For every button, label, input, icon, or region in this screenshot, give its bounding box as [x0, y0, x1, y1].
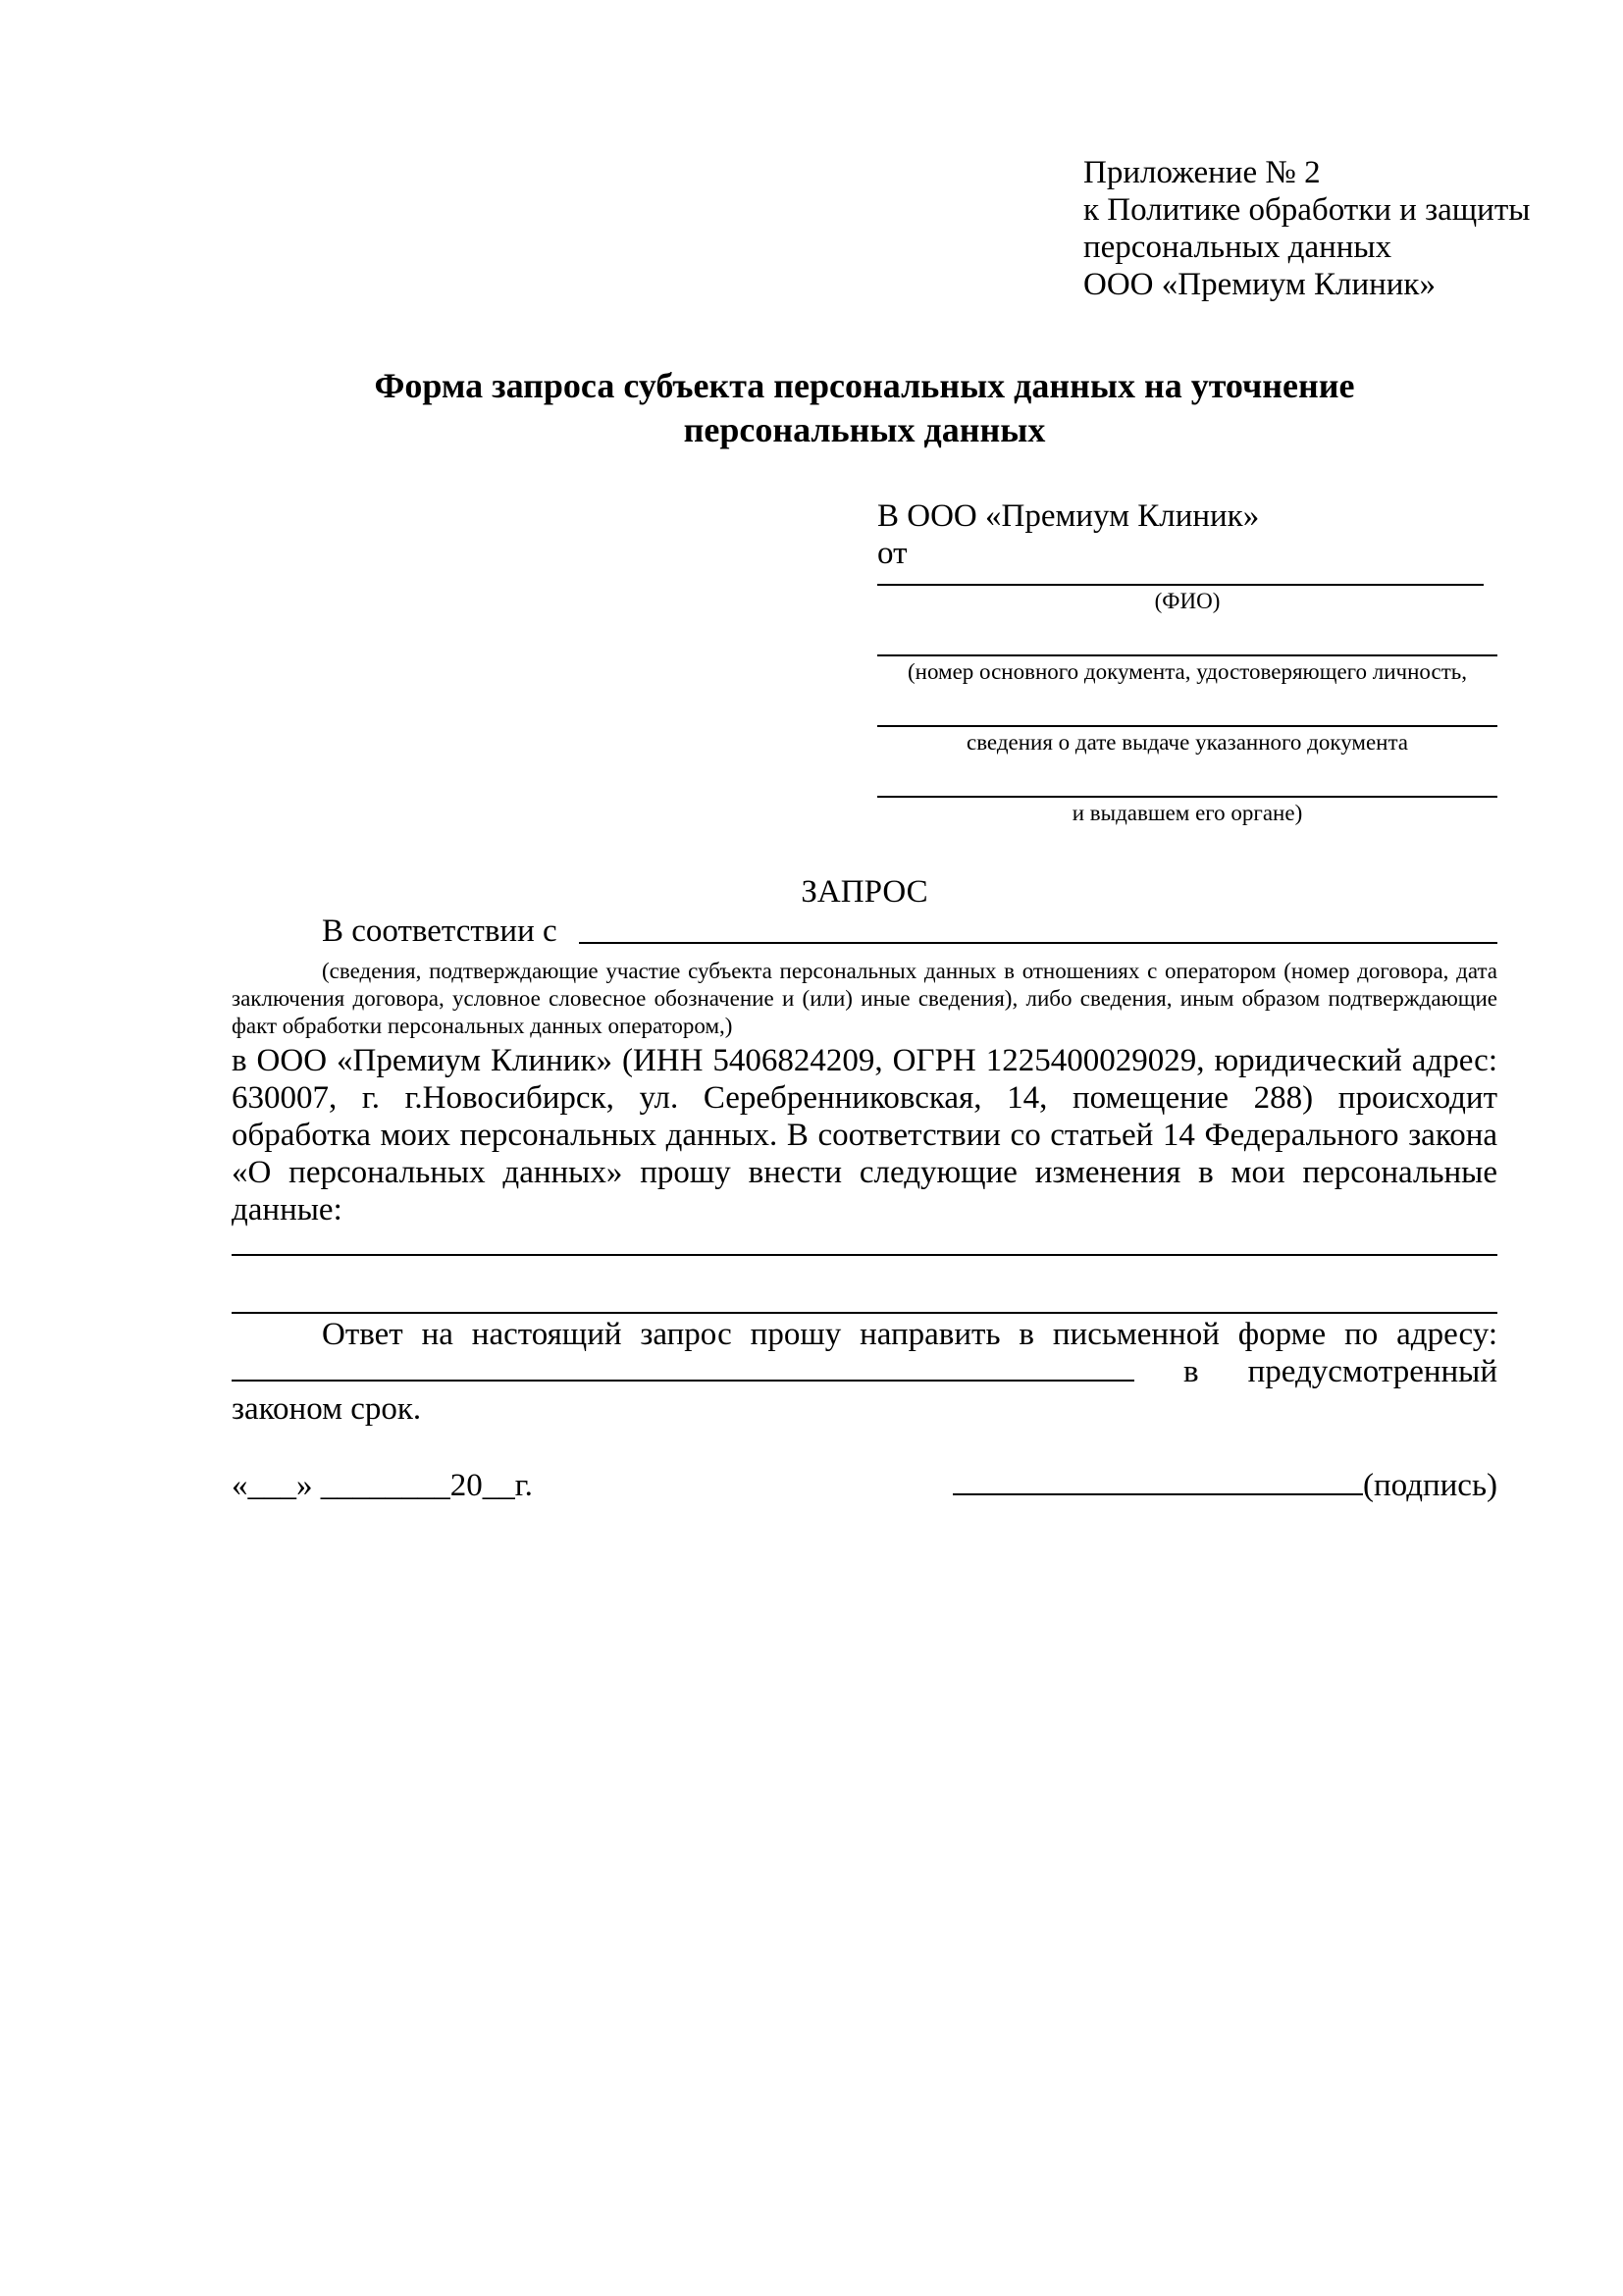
small-print-note: (сведения, подтверждающие участие субъекта персональных данных в отношениях с оператором (номер договора, дата заключения договора, условное словесное обозначение и (или) иные сведения), либо сведения, иным образом подтверждающие факт обработки персональных данных оператором,) — [232, 959, 1497, 1038]
changes-blank-line-2 — [232, 1312, 1497, 1314]
field-document-number — [877, 654, 1497, 685]
answer-text-after-blank: в предусмотренный законом срок. — [232, 1354, 1497, 1427]
fio-caption: (ФИО) — [1154, 589, 1221, 613]
document-title: Форма запроса субъекта персональных данных на уточнение персональных данных — [374, 366, 1355, 449]
changes-blank-line-1 — [232, 1254, 1497, 1256]
issuing-authority-caption: и выдавшем его органе) — [1072, 801, 1303, 825]
addressee-to: В ООО «Премиум Клиник» — [877, 498, 1260, 534]
appendix-header-line: Приложение № 2 — [1083, 155, 1321, 190]
addressee-block — [877, 497, 1497, 826]
signature-caption: (подпись) — [1363, 1468, 1497, 1503]
field-issuing-authority — [877, 796, 1497, 826]
appendix-header-line: ООО «Премиум Клиник» — [1083, 267, 1436, 302]
appendix-header-line: к Политике обработки и защиты — [1083, 192, 1531, 228]
appendix-header-line: персональных данных — [1083, 230, 1392, 265]
field-issue-date — [877, 725, 1497, 756]
answer-paragraph — [232, 1316, 1497, 1428]
field-fio — [877, 584, 1497, 614]
issue-date-caption: сведения о дате выдаче указанного документа — [966, 730, 1409, 755]
signature-area — [953, 1467, 1497, 1504]
document-number-caption: (номер основного документа, удостоверяющего личность, — [907, 659, 1467, 684]
body-paragraph: в ООО «Премиум Клиник» (ИНН 5406824209, ОГРН 1225400029029, юридический адрес: 630007, г. г.Новосибирск, ул. Серебренниковская, 14, помещение 288) происходит обработка моих персональных данных. В соответствии со статьей 14 Федерального закона «О персональных данных» прошу внести следующие изменения в мои персональные данные: — [232, 1043, 1497, 1227]
request-heading: ЗАПРОС — [801, 874, 928, 910]
signature-blank-line — [953, 1486, 1363, 1495]
date-signature-row — [232, 1467, 1497, 1504]
according-line — [232, 913, 1497, 950]
address-blank-line — [232, 1372, 1134, 1382]
according-prefix: В соответствии с — [322, 913, 565, 949]
date-blank-text: «___» ________20__г. — [232, 1468, 533, 1503]
according-blank-line — [579, 913, 1497, 944]
addressee-from-label: от — [877, 536, 908, 571]
answer-text-before-blank: Ответ на настоящий запрос прошу направить в письменной форме по адресу: — [322, 1317, 1497, 1352]
appendix-header — [1083, 154, 1531, 303]
